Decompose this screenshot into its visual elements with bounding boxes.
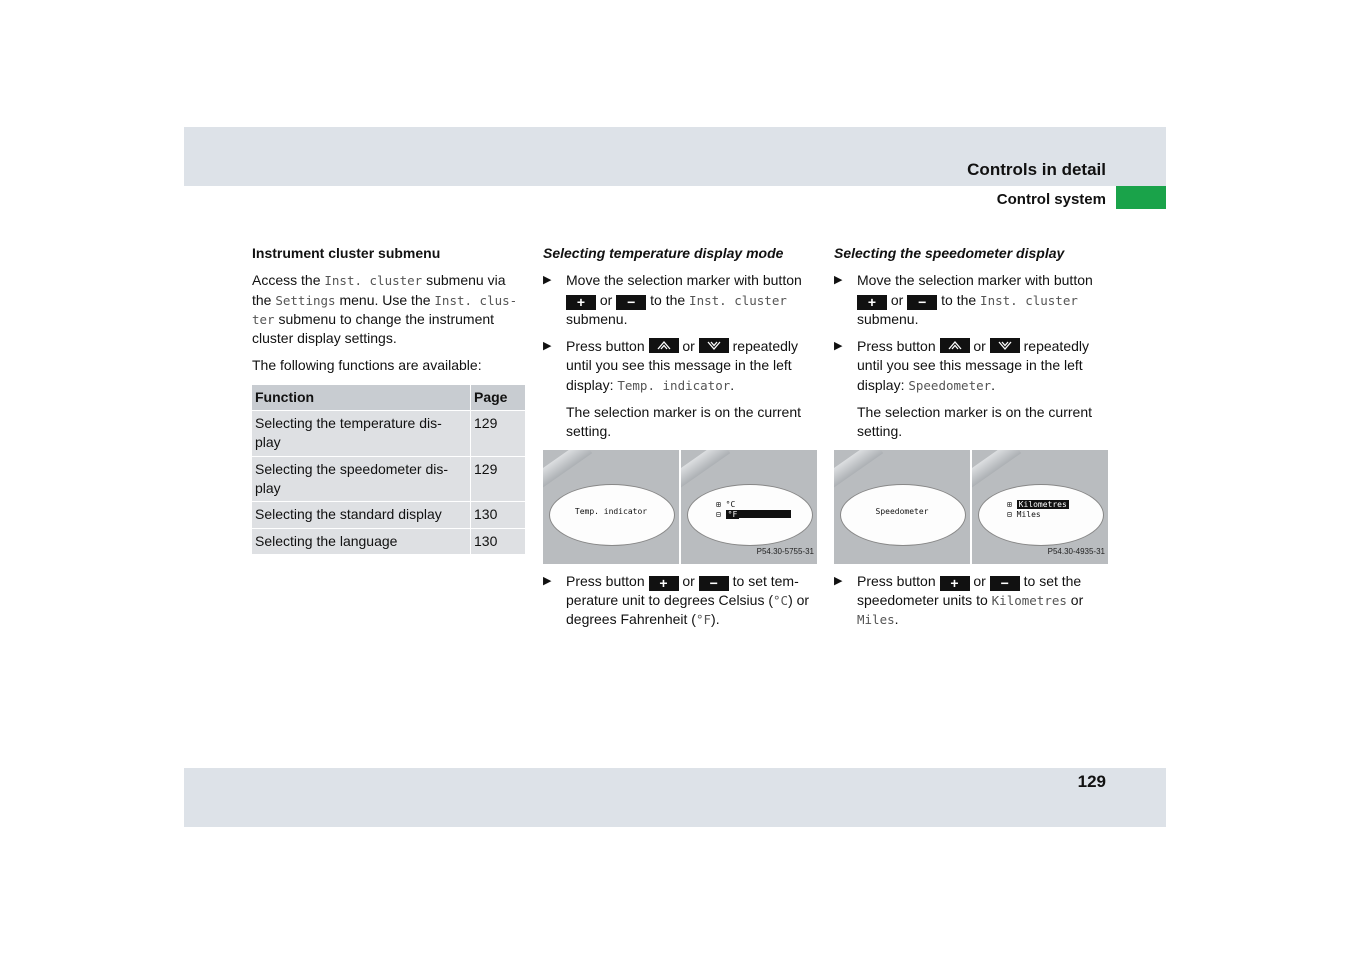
table-header-row [252, 385, 525, 411]
display-text: °C [773, 592, 789, 608]
instrument-illustration [834, 450, 1108, 564]
text: submenu. [857, 310, 919, 327]
step-item [834, 271, 1108, 329]
text: . [894, 611, 899, 628]
display-message: Temp. indicator [574, 506, 648, 516]
text: Press button [566, 338, 649, 355]
section-marker [1116, 186, 1166, 209]
chapter-title: Controls in detail [967, 160, 1106, 179]
function-cell: Selecting the temperature dis-play [252, 411, 471, 457]
text: to the [646, 291, 690, 308]
page-cell: 129 [471, 411, 525, 457]
function-cell: Selecting the language [252, 529, 471, 555]
function-cell: Selecting the standard display [252, 502, 471, 528]
text: Press button [857, 572, 940, 589]
display-text: Speedometer [908, 377, 992, 393]
text: ) or degrees Fahrenheit ( [566, 591, 810, 628]
option-selected: Kilometres [1018, 499, 1067, 509]
col-header-page: Page [471, 385, 525, 411]
minus-button-icon: − [907, 295, 937, 310]
text: Press button [857, 338, 940, 355]
display-text: Kilometres [991, 592, 1067, 608]
bullet-arrow-icon: ▶ [834, 274, 843, 287]
text: submenu via the [252, 272, 506, 308]
function-table [252, 385, 525, 555]
page-cell: 130 [471, 502, 525, 528]
table-row [252, 529, 525, 555]
option-selected: °F [727, 509, 738, 519]
bullet-arrow-icon: ▶ [834, 574, 843, 587]
up-button-icon [940, 338, 970, 353]
display-text: Inst. cluster [324, 273, 423, 289]
step-note: The selection marker is on the current setting. [857, 404, 1092, 440]
step-note: The selection marker is on the current setting. [566, 404, 801, 440]
display-text: Settings [275, 292, 336, 308]
display-text: Temp. indicator [617, 377, 731, 393]
display-options: ⊞ Kilometres ⊟ Miles [1007, 499, 1067, 519]
text: submenu to change the instrument cluster display settings. [252, 310, 495, 347]
text: or [1066, 591, 1084, 608]
section-title: Control system [996, 191, 1106, 208]
col1-available: The following functions are available: [252, 357, 482, 374]
left-display-image [543, 450, 679, 564]
display-options: ⊞ °C ⊟ °F [716, 500, 791, 520]
footer-band [184, 768, 1166, 827]
text: repeatedly until you see this message in the left display: [857, 338, 1090, 393]
text: ). [711, 611, 720, 628]
text: submenu. [566, 310, 628, 327]
text: or [887, 291, 908, 308]
right-display-image [972, 450, 1108, 564]
text: Move the selection marker with button [857, 272, 1093, 289]
step-item [834, 337, 1108, 563]
right-display-image [681, 450, 817, 564]
bullet-arrow-icon: ▶ [543, 274, 552, 287]
minus-button-icon: − [616, 295, 646, 310]
plus-button-icon: + [857, 295, 887, 310]
step-item [543, 572, 817, 630]
text: menu. Use the [335, 291, 435, 308]
text: or [969, 338, 990, 355]
option: Miles [1016, 509, 1041, 519]
plus-button-icon: + [649, 576, 679, 591]
text: or [596, 291, 617, 308]
text: Press button [566, 572, 649, 589]
option: °C [725, 499, 736, 509]
text: Access the [252, 272, 325, 289]
col1-heading: Instrument cluster submenu [252, 245, 441, 261]
text: or [678, 338, 699, 355]
step-item [834, 572, 1108, 630]
plus-button-icon: + [940, 576, 970, 591]
text: Move the selection marker with button [566, 272, 802, 289]
minus-button-icon: − [990, 576, 1020, 591]
display-text: Inst. cluster [689, 292, 787, 308]
plus-button-icon: + [566, 295, 596, 310]
column-instrument-cluster [252, 244, 525, 555]
col1-intro [252, 271, 525, 348]
bullet-arrow-icon: ▶ [543, 340, 552, 353]
col2-heading: Selecting temperature display mode [543, 245, 784, 261]
page-cell: 130 [471, 529, 525, 555]
display-text: °F [695, 612, 712, 628]
display-message: Speedometer [875, 506, 929, 516]
step-item [543, 337, 817, 563]
column-temperature [543, 244, 817, 638]
text: to the [937, 291, 981, 308]
text: or [678, 572, 699, 589]
figure-code: P54.30-5755-31 [756, 547, 814, 557]
page-number: 129 [1077, 772, 1106, 791]
text: repeatedly until you see this message in the left display: [566, 338, 799, 393]
display-text: Miles [857, 612, 895, 628]
bullet-arrow-icon: ▶ [543, 574, 552, 587]
text: to set tem-perature unit to degrees Celsius ( [566, 572, 799, 608]
text: to set the speedometer units to [857, 572, 1082, 608]
minus-button-icon: − [699, 576, 729, 591]
text: or [969, 572, 990, 589]
col3-heading: Selecting the speedometer display [834, 245, 1065, 261]
table-row [252, 502, 525, 528]
text: . [730, 376, 735, 393]
left-display-image [834, 450, 970, 564]
col-header-function: Function [252, 385, 471, 411]
function-cell: Selecting the speedometer dis-play [252, 457, 471, 503]
page-cell: 129 [471, 457, 525, 503]
display-text: Inst. clus-ter [252, 292, 518, 327]
down-button-icon [990, 338, 1020, 353]
bullet-arrow-icon: ▶ [834, 340, 843, 353]
column-speedometer [834, 244, 1108, 638]
down-button-icon [699, 338, 729, 353]
table-row [252, 457, 525, 503]
up-button-icon [649, 338, 679, 353]
table-row [252, 411, 525, 457]
instrument-illustration [543, 450, 817, 564]
text: . [991, 376, 996, 393]
figure-code: P54.30-4935-31 [1047, 547, 1105, 557]
step-item [543, 271, 817, 329]
display-text: Inst. cluster [980, 292, 1078, 308]
